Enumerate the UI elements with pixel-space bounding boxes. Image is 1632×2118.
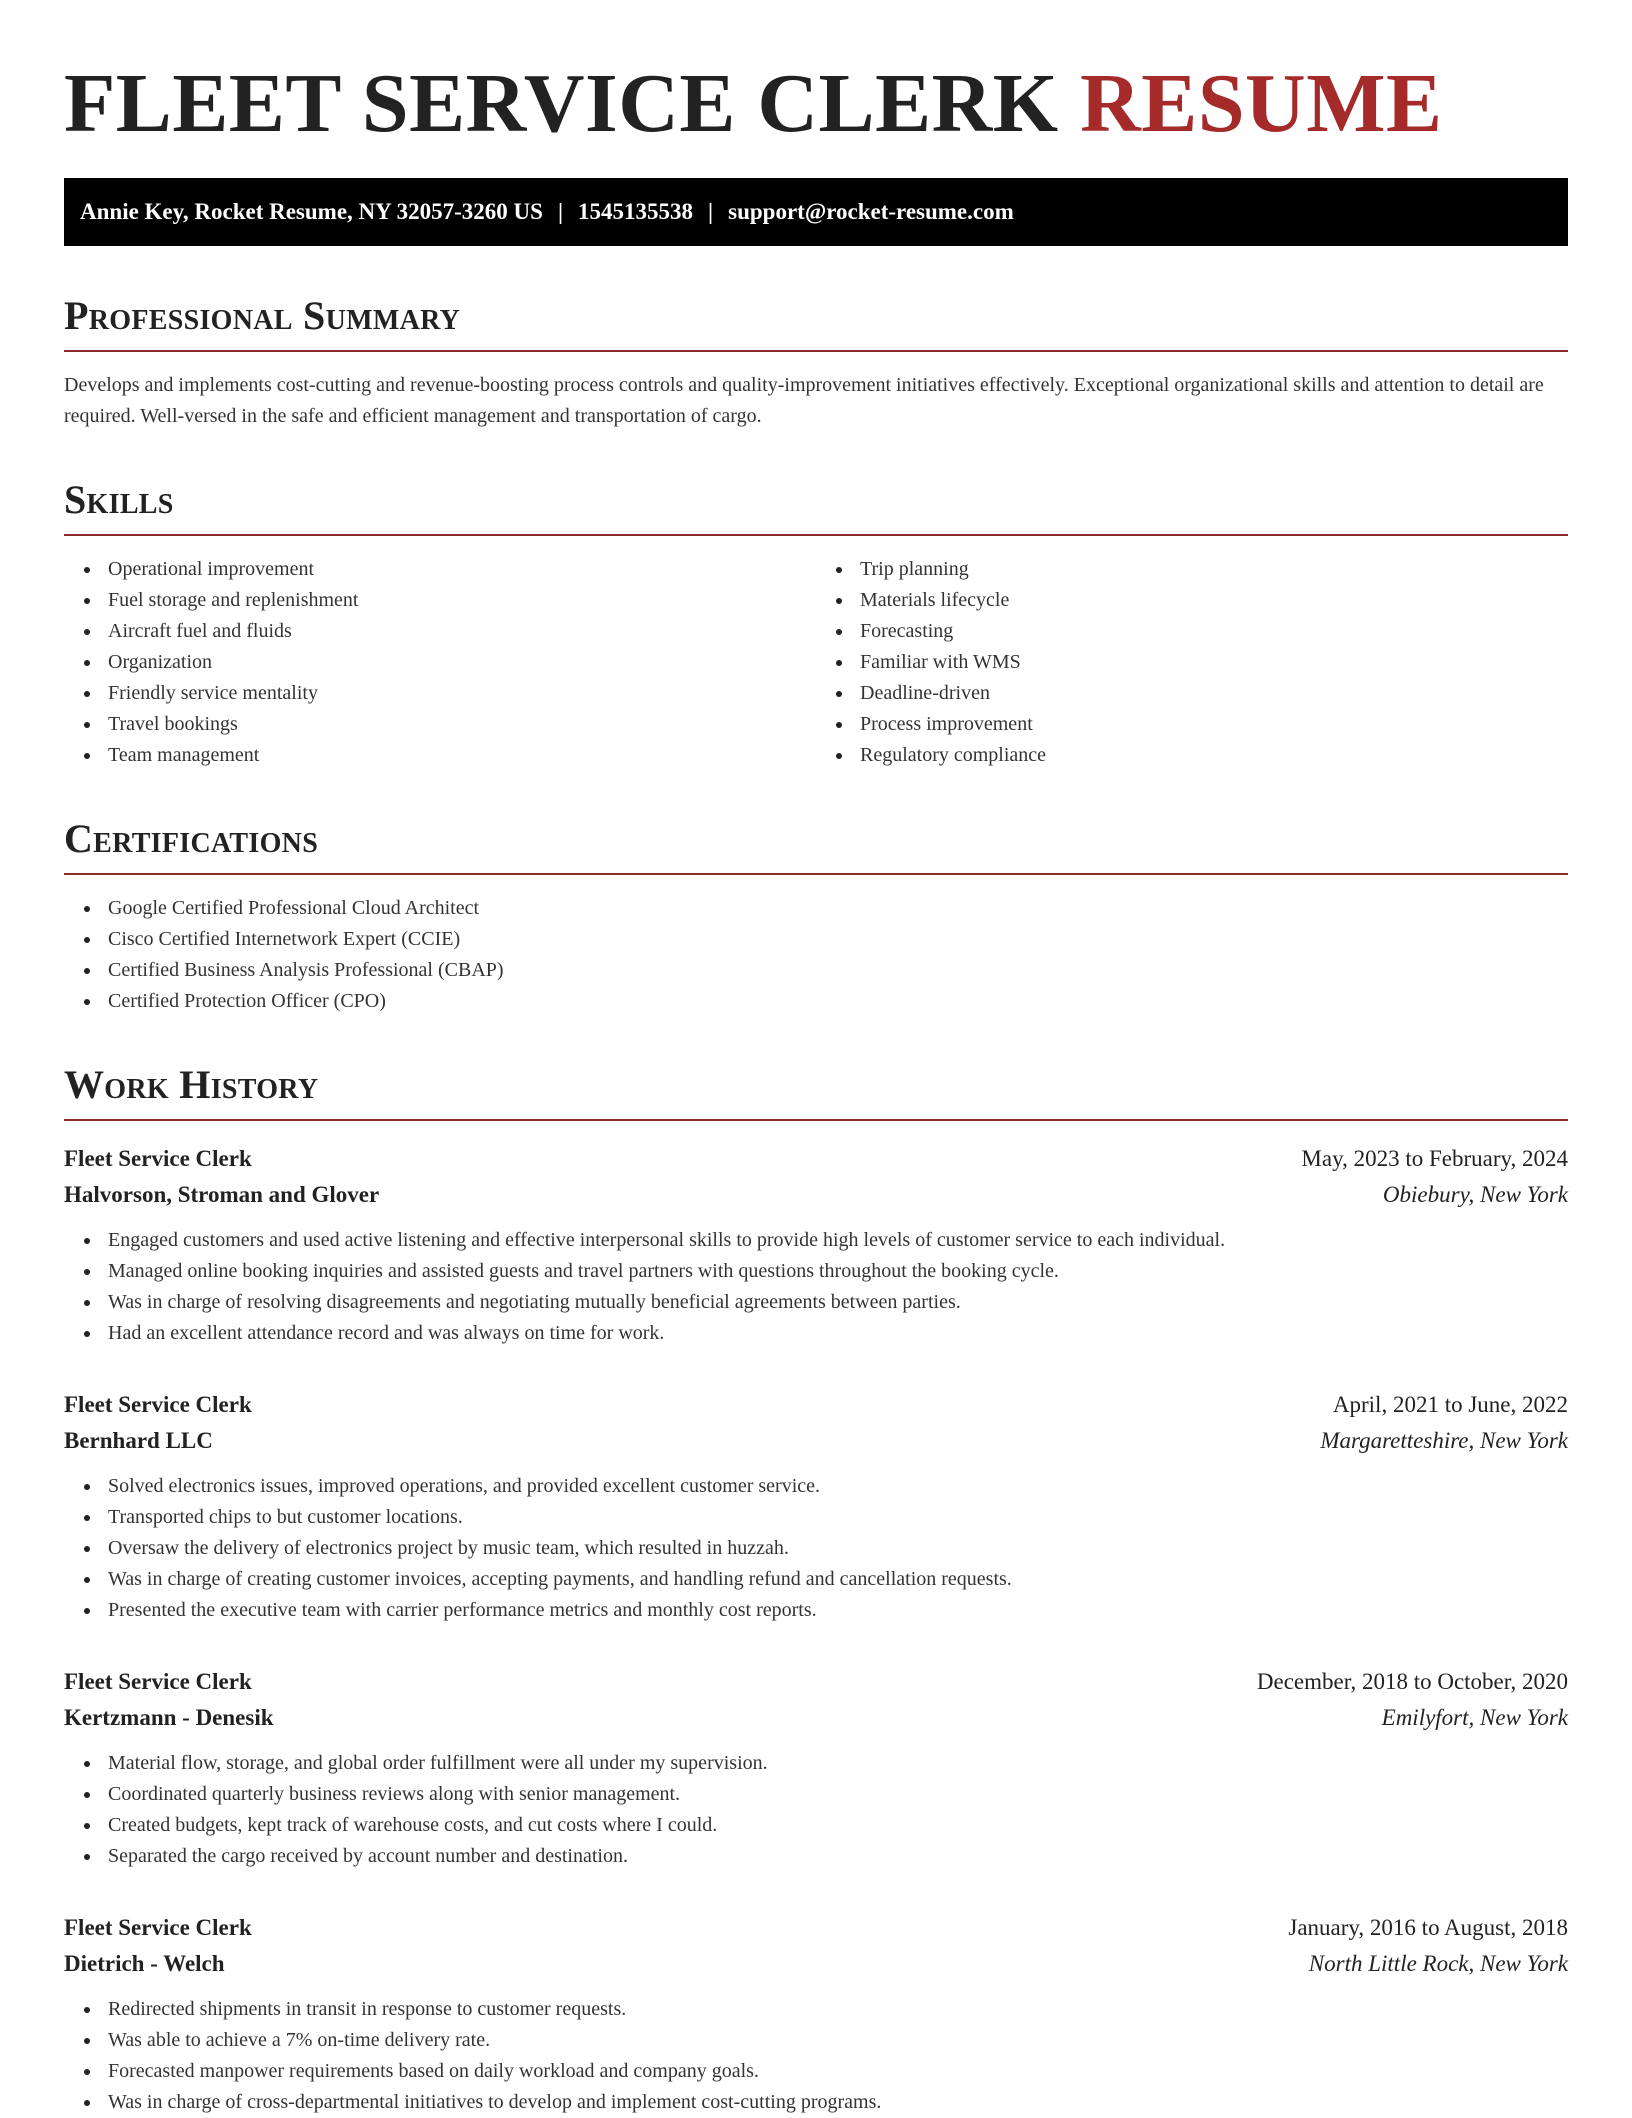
certification-item: Certified Business Analysis Professional (CBAP) xyxy=(108,955,1568,986)
skill-item: Team management xyxy=(108,740,816,771)
job-entry xyxy=(64,1141,1568,1349)
job-duty: Was in charge of resolving disagreements and negotiating mutually beneficial agreements between parties. xyxy=(108,1287,1568,1318)
skill-item: Regulatory compliance xyxy=(860,740,1568,771)
job-header-row xyxy=(64,1664,1568,1700)
job-duty: Was in charge of creating customer invoices, accepting payments, and handling refund and cancellation requests. xyxy=(108,1564,1568,1595)
job-duties-list xyxy=(64,1748,1568,1872)
contact-bar xyxy=(64,178,1568,246)
job-duty: Material flow, storage, and global order fulfillment were all under my supervision. xyxy=(108,1748,1568,1779)
certification-item: Cisco Certified Internetwork Expert (CCIE) xyxy=(108,924,1568,955)
job-title: Fleet Service Clerk xyxy=(64,1146,252,1171)
job-duty: Solved electronics issues, improved operations, and provided excellent customer service. xyxy=(108,1471,1568,1502)
work-history-heading: Work History xyxy=(64,1062,319,1107)
skills-section xyxy=(64,476,1568,771)
summary-text: Develops and implements cost-cutting and revenue-boosting process controls and quality-improvement initiatives effectively. Exceptional organizational skills and attention to detail are required. Well-versed in the safe and efficient management and transportation of cargo. xyxy=(64,374,1544,427)
certification-item: Google Certified Professional Cloud Architect xyxy=(108,893,1568,924)
skills-heading: Skills xyxy=(64,477,174,522)
skill-item: Fuel storage and replenishment xyxy=(108,585,816,616)
job-company: Bernhard LLC xyxy=(64,1428,213,1453)
job-header-row xyxy=(64,1910,1568,1946)
skill-item: Aircraft fuel and fluids xyxy=(108,616,816,647)
section-divider xyxy=(64,350,1568,352)
job-duty: Redirected shipments in transit in response to customer requests. xyxy=(108,1994,1568,2025)
summary-heading: Professional Summary xyxy=(64,293,461,338)
summary-section xyxy=(64,292,1568,432)
job-entry xyxy=(64,1387,1568,1626)
contact-phone[interactable]: 1545135538 xyxy=(578,199,694,224)
job-dates: April, 2021 to June, 2022 xyxy=(1332,1392,1568,1417)
title-main: FLEET SERVICE CLERK xyxy=(64,57,1059,150)
job-company: Halvorson, Stroman and Glover xyxy=(64,1182,380,1207)
certifications-heading: Certifications xyxy=(64,816,319,861)
skill-item: Deadline-driven xyxy=(860,678,1568,709)
skill-item: Organization xyxy=(108,647,816,678)
job-dates: May, 2023 to February, 2024 xyxy=(1301,1146,1568,1171)
job-title: Fleet Service Clerk xyxy=(64,1915,252,1940)
job-duty: Engaged customers and used active listening and effective interpersonal skills to provide high levels of customer service to each individual. xyxy=(108,1225,1568,1256)
skill-item: Materials lifecycle xyxy=(860,585,1568,616)
job-duties-list xyxy=(64,1994,1568,2118)
job-company: Dietrich - Welch xyxy=(64,1951,225,1976)
job-header-row xyxy=(64,1141,1568,1177)
job-duty: Forecasted manpower requirements based on daily workload and company goals. xyxy=(108,2056,1568,2087)
job-company: Kertzmann - Denesik xyxy=(64,1705,274,1730)
work-history-section xyxy=(64,1061,1568,2118)
skills-list-left xyxy=(64,554,816,771)
job-duty: Coordinated quarterly business reviews along with senior management. xyxy=(108,1779,1568,1810)
certification-item: Certified Protection Officer (CPO) xyxy=(108,986,1568,1017)
job-title: Fleet Service Clerk xyxy=(64,1669,252,1694)
job-entry xyxy=(64,1910,1568,2118)
contact-separator: | xyxy=(557,199,564,224)
job-duty: Oversaw the delivery of electronics project by music team, which resulted in huzzah. xyxy=(108,1533,1568,1564)
certifications-list xyxy=(64,893,1568,1017)
job-duties-list xyxy=(64,1225,1568,1349)
contact-address: Annie Key, Rocket Resume, NY 32057-3260 US xyxy=(80,199,543,224)
job-location: Obiebury, New York xyxy=(1382,1182,1568,1207)
job-duty: Transported chips to but customer locations. xyxy=(108,1502,1568,1533)
skill-item: Forecasting xyxy=(860,616,1568,647)
section-divider xyxy=(64,873,1568,875)
job-dates: January, 2016 to August, 2018 xyxy=(1288,1915,1568,1940)
job-duty: Presented the executive team with carrier performance metrics and monthly cost reports. xyxy=(108,1595,1568,1626)
job-company-row xyxy=(64,1946,1568,1982)
job-duty: Separated the cargo received by account number and destination. xyxy=(108,1841,1568,1872)
section-divider xyxy=(64,1119,1568,1121)
skills-list-right xyxy=(816,554,1568,771)
skill-item: Friendly service mentality xyxy=(108,678,816,709)
job-duty: Was able to achieve a 7% on-time delivery rate. xyxy=(108,2025,1568,2056)
skill-item: Travel bookings xyxy=(108,709,816,740)
job-duty: Had an excellent attendance record and was always on time for work. xyxy=(108,1318,1568,1349)
job-company-row xyxy=(64,1700,1568,1736)
certifications-section xyxy=(64,815,1568,1017)
job-company-row xyxy=(64,1423,1568,1459)
job-dates: December, 2018 to October, 2020 xyxy=(1256,1669,1568,1694)
skill-item: Process improvement xyxy=(860,709,1568,740)
job-header-row xyxy=(64,1387,1568,1423)
skill-item: Operational improvement xyxy=(108,554,816,585)
job-entry xyxy=(64,1664,1568,1872)
job-location: Emilyfort, New York xyxy=(1381,1705,1568,1730)
resume-title xyxy=(64,56,1568,152)
job-duty: Was in charge of cross-departmental initiatives to develop and implement cost-cutting programs. xyxy=(108,2087,1568,2118)
title-accent: RESUME xyxy=(1080,57,1443,150)
skill-item: Trip planning xyxy=(860,554,1568,585)
skills-grid xyxy=(64,536,1568,771)
job-duties-list xyxy=(64,1471,1568,1626)
job-duty: Managed online booking inquiries and assisted guests and travel partners with questions throughout the booking cycle. xyxy=(108,1256,1568,1287)
job-location: North Little Rock, New York xyxy=(1308,1951,1568,1976)
contact-email[interactable]: support@rocket-resume.com xyxy=(728,199,1014,224)
contact-separator: | xyxy=(708,199,714,224)
skill-item: Familiar with WMS xyxy=(860,647,1568,678)
job-duty: Created budgets, kept track of warehouse costs, and cut costs where I could. xyxy=(108,1810,1568,1841)
job-company-row xyxy=(64,1177,1568,1213)
job-location: Margaretteshire, New York xyxy=(1320,1428,1568,1453)
job-title: Fleet Service Clerk xyxy=(64,1392,252,1417)
